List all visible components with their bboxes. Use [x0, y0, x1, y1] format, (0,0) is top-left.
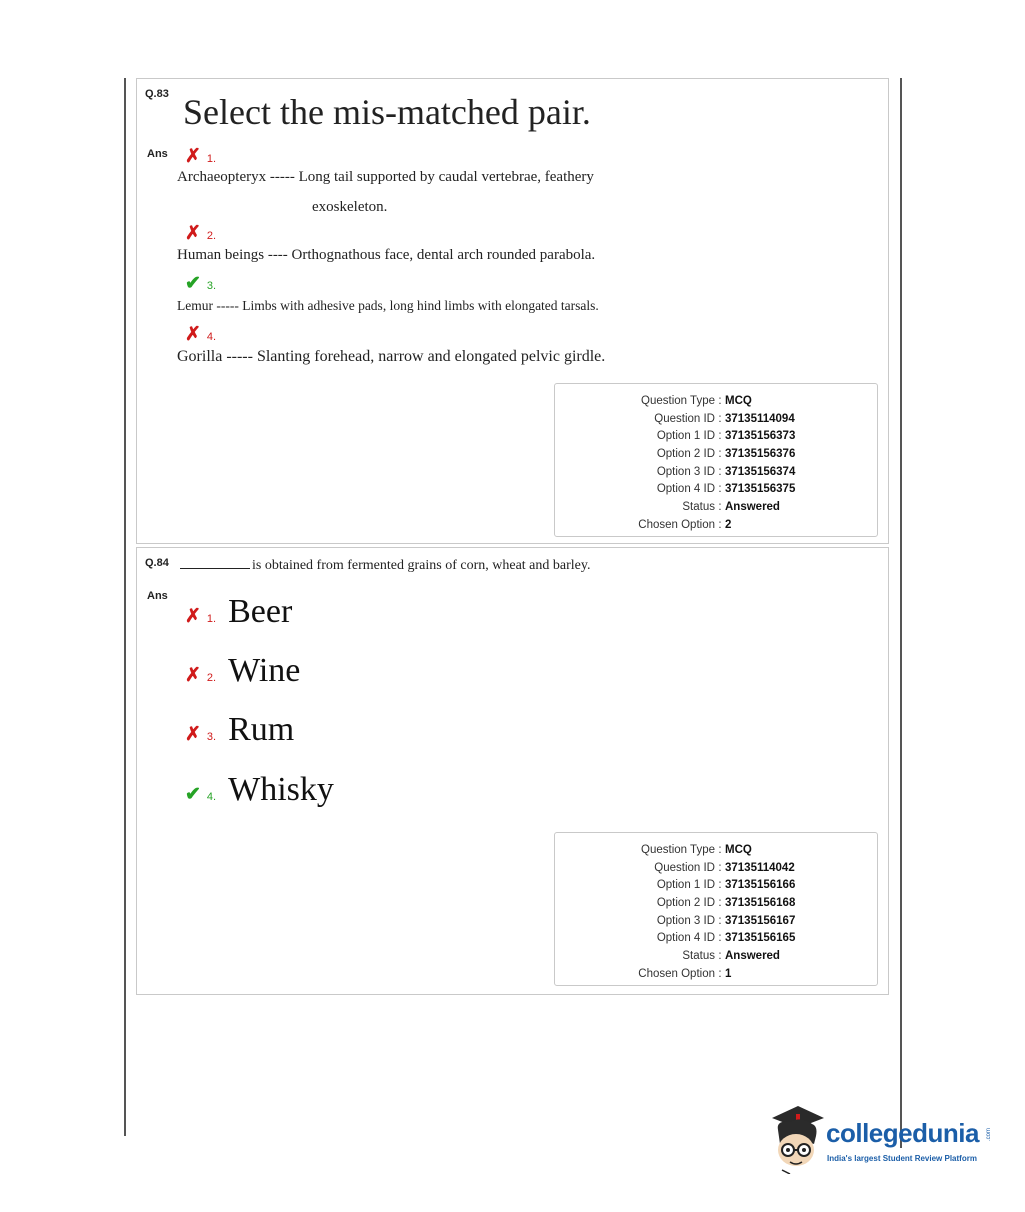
- page-left-border: [124, 78, 126, 1136]
- answer-label: Ans: [147, 590, 168, 602]
- info-row-option-2-id: Option 2 ID : 37135156376: [656, 447, 796, 460]
- info-row-status: Status : Answered: [682, 949, 780, 962]
- brand-suffix: .com: [986, 1128, 992, 1142]
- info-row-question-type: Question Type : MCQ: [641, 843, 752, 856]
- cross-icon: ✗: [185, 223, 201, 244]
- info-row-question-id: Question ID : 37135114042: [654, 861, 795, 874]
- option-number: 2.: [206, 672, 217, 684]
- option-1-text-continued: exoskeleton.: [312, 199, 388, 215]
- option-number: 3.: [206, 731, 217, 743]
- option-text: Whisky: [228, 771, 334, 808]
- collegedunia-mascot-icon: [768, 1104, 826, 1174]
- option-2-marker: [185, 224, 216, 243]
- info-row-option-4-id: Option 4 ID : 37135156165: [656, 932, 796, 945]
- cross-icon: ✗: [185, 324, 201, 345]
- question-number: Q.84: [145, 557, 169, 569]
- question-text: is obtained from fermented grains of corn, wheat and barley.: [252, 558, 591, 573]
- cross-icon: ✗: [185, 665, 201, 686]
- question-text-row: [180, 558, 590, 574]
- option-number: 4.: [206, 791, 217, 803]
- info-row-option-2-id: Option 2 ID : 37135156168: [656, 896, 796, 909]
- option-2: [185, 652, 300, 690]
- question-83-panel: [136, 78, 889, 544]
- option-2-text: Human beings ---- Orthognathous face, dental arch rounded parabola.: [177, 247, 596, 263]
- info-row-chosen-option: Chosen Option : 1: [638, 967, 732, 980]
- question-text: Select the mis-matched pair.: [183, 92, 591, 132]
- option-number: 3.: [206, 280, 217, 292]
- fill-in-blank: [180, 568, 250, 569]
- check-icon: ✔: [185, 784, 201, 805]
- option-number: 1.: [206, 613, 217, 625]
- cross-icon: ✗: [185, 606, 201, 627]
- collegedunia-logo: [768, 1104, 998, 1174]
- info-row-question-type: Question Type : MCQ: [641, 394, 752, 407]
- page-right-border: [900, 78, 902, 1148]
- cross-icon: ✗: [185, 724, 201, 745]
- option-1-text: Archaeopteryx ----- Long tail supported by caudal vertebrae, feathery: [177, 169, 594, 185]
- info-row-option-3-id: Option 3 ID : 37135156374: [656, 465, 796, 478]
- option-text: Rum: [228, 711, 295, 748]
- question-info-box: [554, 383, 878, 537]
- option-text: Wine: [228, 652, 301, 689]
- info-row-chosen-option: Chosen Option : 2: [638, 518, 732, 531]
- brand-tagline: India's largest Student Review Platform: [827, 1154, 977, 1163]
- option-4-text: Gorilla ----- Slanting forehead, narrow and elongated pelvic girdle.: [177, 348, 606, 365]
- info-row-option-3-id: Option 3 ID : 37135156167: [656, 914, 796, 927]
- info-row-status: Status : Answered: [682, 500, 780, 513]
- option-number: 2.: [206, 230, 217, 242]
- cross-icon: ✗: [185, 146, 201, 167]
- option-1-marker: [185, 147, 216, 166]
- brand-name: collegedunia: [826, 1118, 979, 1148]
- info-row-option-4-id: Option 4 ID : 37135156375: [656, 483, 796, 496]
- option-4: [185, 771, 334, 809]
- answer-label: Ans: [147, 148, 168, 160]
- question-84-panel: [136, 547, 889, 995]
- option-3: [185, 711, 294, 749]
- option-number: 4.: [206, 331, 217, 343]
- option-3-text: Lemur ----- Limbs with adhesive pads, long hind limbs with elongated tarsals.: [177, 298, 599, 313]
- info-row-question-id: Question ID : 37135114094: [654, 412, 795, 425]
- option-4-marker: [185, 325, 216, 344]
- info-row-option-1-id: Option 1 ID : 37135156166: [656, 879, 796, 892]
- question-number: Q.83: [145, 88, 169, 100]
- option-text: Beer: [228, 593, 293, 630]
- option-3-marker: [185, 274, 216, 293]
- question-info-box: [554, 832, 878, 986]
- check-icon: ✔: [185, 273, 201, 294]
- option-1: [185, 593, 292, 631]
- info-row-option-1-id: Option 1 ID : 37135156373: [656, 430, 796, 443]
- option-number: 1.: [206, 153, 217, 165]
